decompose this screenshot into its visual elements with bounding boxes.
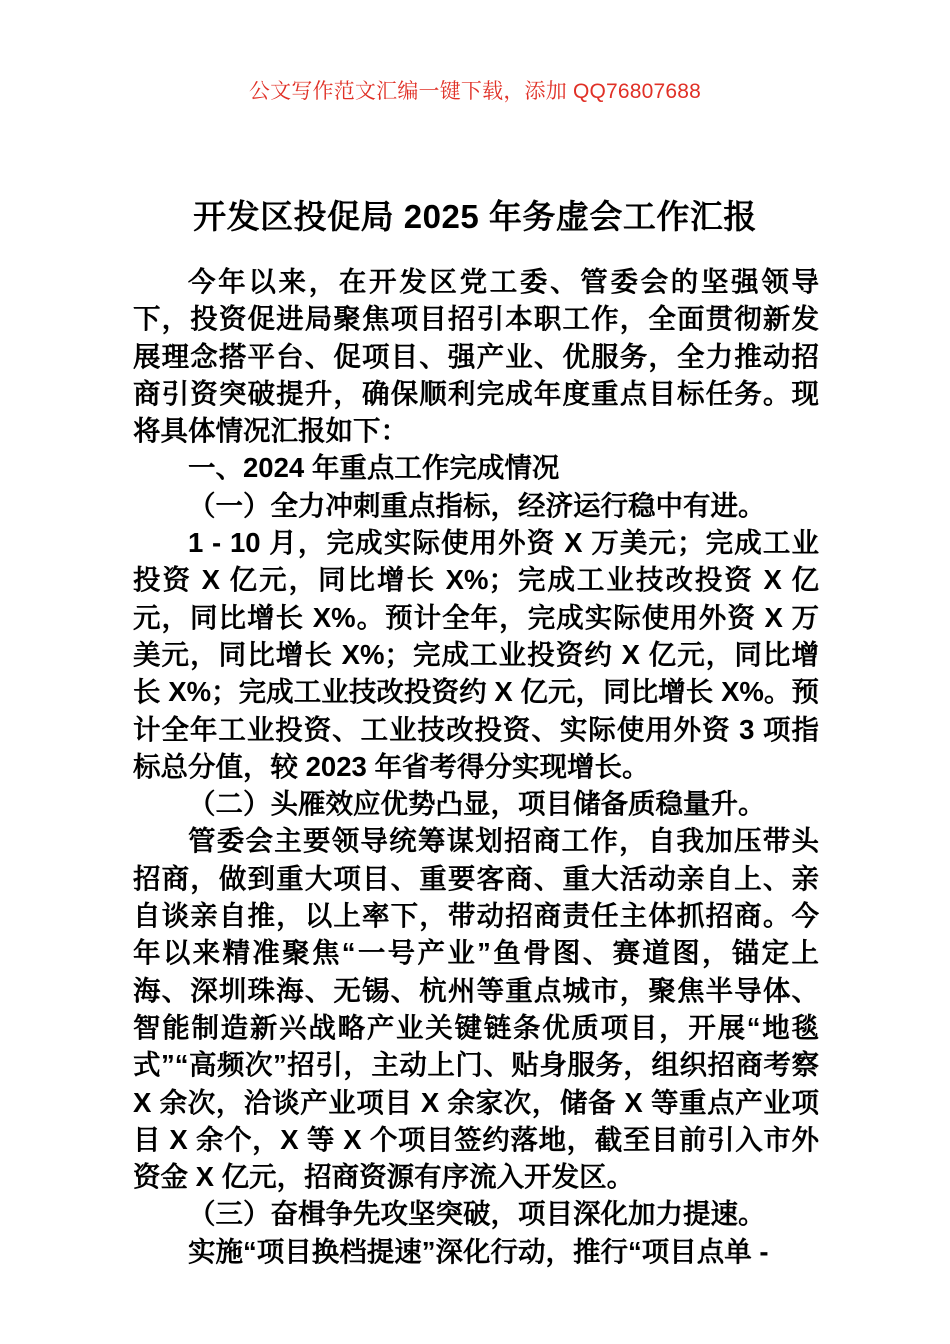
subheading-1-3: （三）奋楫争先攻坚突破，项目深化加力提速。 xyxy=(188,1198,766,1230)
paragraph-intro: 今年以来，在开发区党工委、管委会的坚强领导下，投资促进局聚焦项目招引本职工作，全面贯彻新发展理念搭平台、促项目、强产业、优服务，全力推动招商引资突破提升，确保顺利完成年度重点目标任务。现将具体情况汇报如下： xyxy=(133,266,819,447)
paragraph-1-1: 1 - 10 月，完成实际使用外资 X 万美元；完成工业投资 X 亿元，同比增长 X%；完成工业技改投资 X 亿元，同比增长 X%。预计全年，完成实际使用外资 X 万美元，同比增长 X%；完成工业投资约 X 亿元，同比增长 X%；完成工业技改投资约 X 亿元，同比增长 X%。预计全年工业投资、工业技改投资、实际使用外资 3 项指标总分值，较 2023 年省考得分实现增长。 xyxy=(133,527,819,782)
promo-watermark-text: 公文写作范文汇编一键下载，添加 QQ76807688 xyxy=(248,80,702,103)
paragraph-1-3: 实施“项目换档提速”深化行动，推行“项目点单 - xyxy=(188,1235,769,1267)
subheading-1-2: （二）头雁效应优势凸显，项目储备质稳量升。 xyxy=(188,788,766,820)
paragraph-1-2: 管委会主要领导统筹谋划招商工作，自我加压带头招商，做到重大项目、重要客商、重大活动亲自上、亲自谈亲自推，以上率下，带动招商责任主体抓招商。今年以来精准聚焦“一号产业”鱼骨图、赛道图，锚定上海、深圳珠海、无锡、杭州等重点城市，聚焦半导体、智能制造新兴战略产业关键链条优质项目，开展“地毯式”“高频次”招引，主动上门、贴身服务，组织招商考察 X 余次，洽谈产业项目 X 余家次，储备 X 等重点产业项目 X 余个，X 等 X 个项目签约落地，截至目前引入市外资金 X 亿元，招商资源有序流入开发区。 xyxy=(133,825,819,1193)
document-title: 开发区投促局 2025 年务虚会工作汇报 xyxy=(193,198,757,236)
heading-section-1: 一、2024 年重点工作完成情况 xyxy=(188,452,560,484)
document-body xyxy=(133,263,819,1270)
subheading-1-1: （一）全力冲刺重点指标，经济运行稳中有进。 xyxy=(188,489,766,521)
